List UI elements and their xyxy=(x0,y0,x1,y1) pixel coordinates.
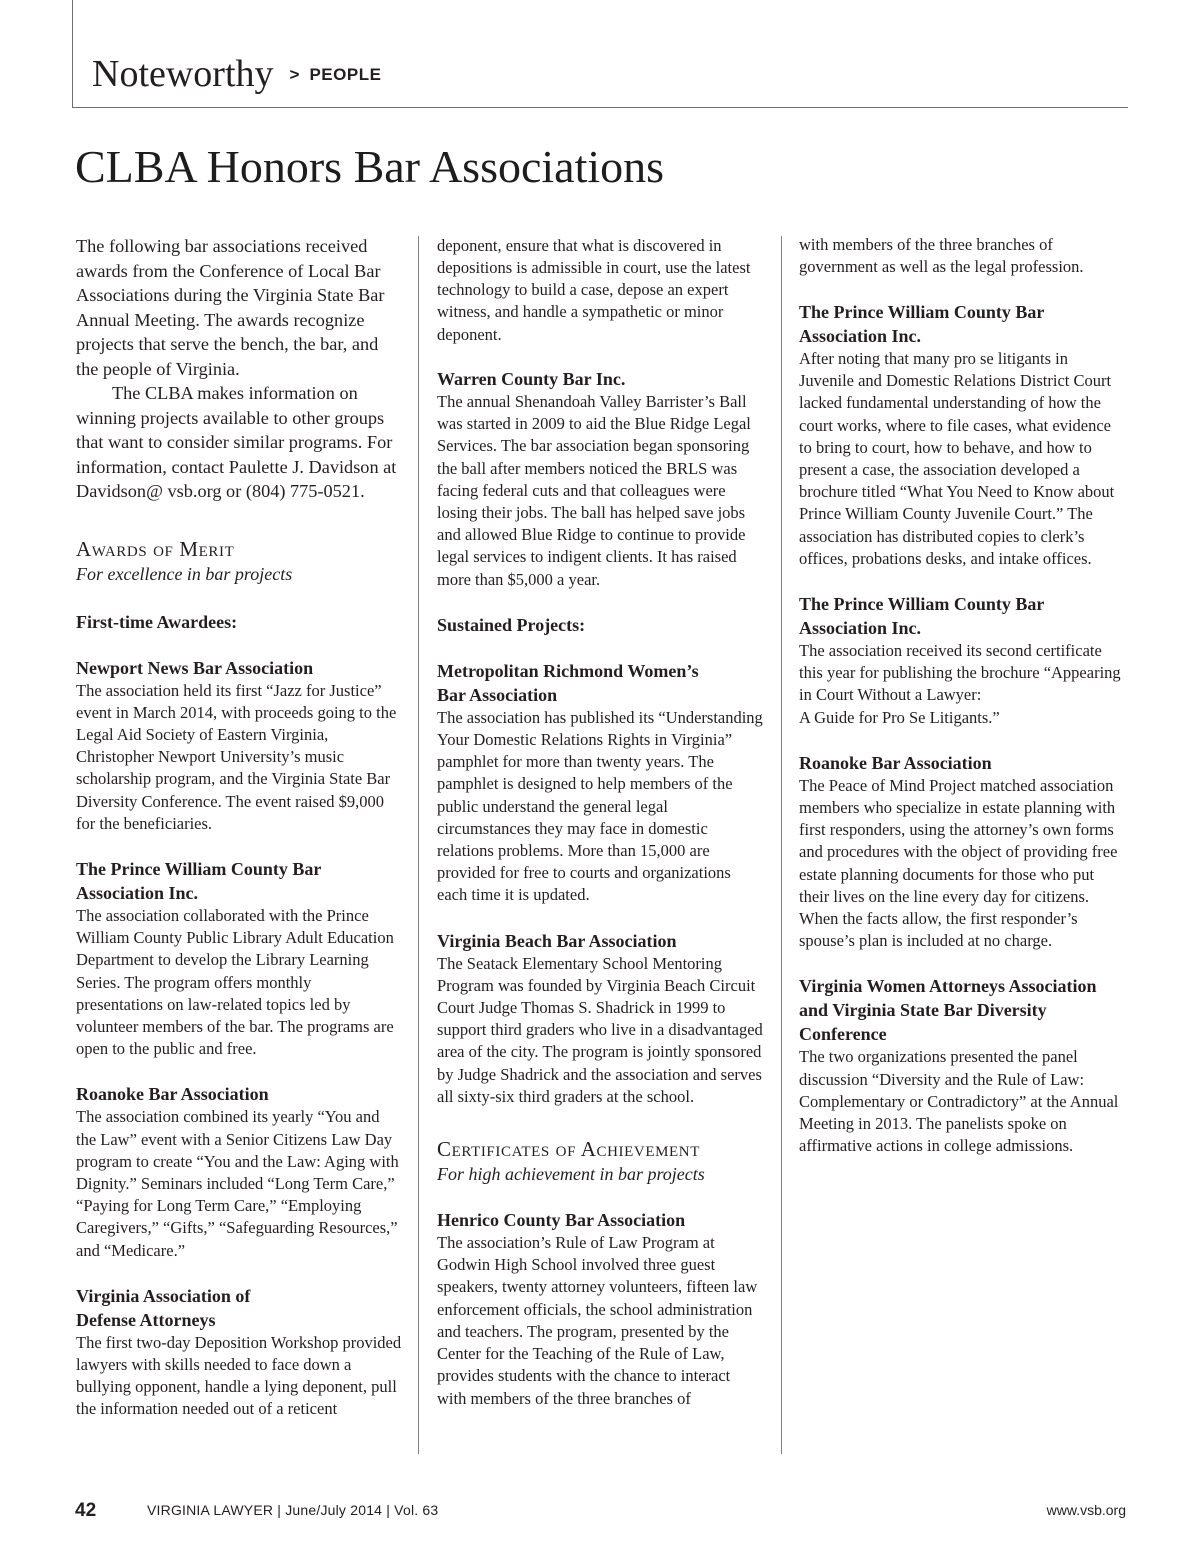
column-2 xyxy=(437,234,763,1409)
entry-title: Newport News Bar Association xyxy=(76,657,314,678)
entry-title: Virginia Association of Defense Attorneys xyxy=(76,1285,251,1330)
page-title: CLBA Honors Bar Associations xyxy=(75,141,665,192)
entry-text: The association has published its “Understanding Your Domestic Relations Rights in Virginia” pamphlet for more than twenty years. The pamphlet is designed to help members of the public understand the general legal circumstances they may face in domestic relations problems. More than 15,000 are provided for free to courts and organizations each time it is updated. xyxy=(437,707,763,905)
entry-text: The Peace of Mind Project matched association members who specialize in estate planning with first responders, using the attorney’s own forms and procedures with the object of providing free estate planning documents for those who put their lives on the line every day for citizens. When the facts allow, the first responder’s spouse’s plan is included at no charge. xyxy=(799,775,1118,951)
awards-of-merit-heading: Awards of Merit xyxy=(76,536,235,561)
entry-title: Warren County Bar Inc. xyxy=(437,369,626,389)
website-link[interactable]: www.vsb.org xyxy=(1046,1502,1126,1518)
column-1 xyxy=(76,234,402,1420)
entry-title: Metropolitan Richmond Women’s Bar Association xyxy=(437,660,699,705)
header-left-rule xyxy=(72,0,73,108)
section-name: Noteworthy xyxy=(92,53,274,95)
certificates-subheading: For high achievement in bar projects xyxy=(437,1164,705,1185)
entry-text: The annual Shenandoah Valley Barrister’s Ball was started in 2009 to aid the Blue Ridge Legal Services. The bar association began sponsoring the ball after members noticed the BRLS was facing federal cuts and that colleagues were losing their jobs. The ball has helped save jobs and allowed Blue Ridge to continue to provide legal services to indigent clients. It has raised more than $5,000 a year. xyxy=(437,392,751,589)
intro-paragraph: The following bar associations received awards from the Conference of Local Bar Associations during the Virginia State Bar Annual Meeting. The awards recognize projects that serve the bench, the bar, and the people of Virginia. xyxy=(76,236,385,379)
intro-paragraph: The CLBA makes information on winning projects available to other groups that want to consider similar programs. For information, contact Paulette J. Davidson at Davidson@ vsb.org or (804) 775-0521. xyxy=(76,383,397,501)
page-number: 42 xyxy=(75,1500,97,1521)
sustained-projects-label: Sustained Projects: xyxy=(437,614,586,635)
continued-text xyxy=(799,234,1125,278)
entry-text: The association’s Rule of Law Program at Godwin High School involved three guest speakers, twenty attorney volunteers, fifteen law enforcement officials, the school administration and teachers. The program, presented by the Center for the Teaching of the Rule of Law, provides students with the chance to interact with members of the three branches of xyxy=(437,1233,758,1408)
entry-title: Virginia Women Attorneys Association and Virginia State Bar Diversity Conference xyxy=(799,976,1097,1045)
column-divider xyxy=(781,236,782,1454)
entry-text: The Seatack Elementary School Mentoring Program was founded by Virginia Beach Circuit Court Judge Thomas S. Shadrick in 1999 to support third graders who live in a disadvantaged area of the city. The program is jointly sponsored by Judge Shadrick and the association and serves all sixty-six third graders at the school. xyxy=(437,953,763,1106)
header-top-rule xyxy=(72,107,1128,108)
continued-text xyxy=(437,234,763,345)
entry-title: Virginia Beach Bar Association xyxy=(437,930,677,951)
awards-of-merit-subheading: For excellence in bar projects xyxy=(76,563,293,584)
entry-text: The association held its first “Jazz for Justice” event in March 2014, with proceeds going to the Legal Aid Society of Eastern Virginia, Christopher Newport University’s music scholarship program, and the Virginia State Bar Diversity Conference. The event raised $9,000 for the beneficiaries. xyxy=(76,680,397,833)
column-divider xyxy=(418,236,419,1454)
first-time-awardees-label: First-time Awardees: xyxy=(76,611,238,632)
entry-text: The first two-day Deposition Workshop provided lawyers with skills needed to face down a bullying opponent, handle a lying deponent, pull the information needed out of a reticent xyxy=(76,1332,402,1419)
entry-text: The two organizations presented the panel discussion “Diversity and the Rule of Law: Complementary or Contradictory” at the Annual Meeting in 2013. The panelists spoke on affirmative actions in college admissions. xyxy=(799,1047,1119,1156)
certificates-heading: Certificates of Achievement xyxy=(437,1137,700,1162)
entry-text: The association combined its yearly “You and the Law” event with a Senior Citizens Law Day program to create “You and the Law: Aging with Dignity.” Seminars included “Long Term Care,” “Paying for Long Term Care,” “Employing Caregivers,” “Gifts,” “Safeguarding Resources,” and “Medicare.” xyxy=(76,1107,399,1260)
breadcrumb-separator: > xyxy=(289,65,300,84)
entry-text-continued: deponent, ensure that what is discovered in depositions is admissible in court, use the latest technology to build a case, depose an expert witness, and handle a sympathetic or minor deponent. xyxy=(437,235,751,344)
publication-info: VIRGINIA LAWYER | June/July 2014 | Vol. 63 xyxy=(147,1502,439,1518)
page-footer xyxy=(75,1500,1126,1522)
entry-text: A Guide for Pro Se Litigants.” xyxy=(799,707,1000,727)
entry-text: The association received its second certificate this year for publishing the brochure “Appearing in Court Without a Lawyer: xyxy=(799,641,1121,705)
entry-text: The association collaborated with the Prince William County Public Library Adult Education Department to develop the Library Learning Series. The program offers monthly presentations on law-related topics led by volunteer members of the bar. The programs are open to the public and free. xyxy=(76,905,394,1059)
section-header xyxy=(92,52,381,96)
entry-text-continued: with members of the three branches of government as well as the legal profession. xyxy=(799,234,1084,276)
entry-title: Roanoke Bar Association xyxy=(76,1084,269,1105)
entry-title: Henrico County Bar Association xyxy=(437,1210,686,1231)
entry-title: The Prince William County Bar Association Inc. xyxy=(799,302,1045,346)
entry-text: After noting that many pro se litigants in Juvenile and Domestic Relations District Court lacked fundamental understanding of how the court works, where to file cases, what evidence to bring to court, how to behave, and how to present a case, the association developed a brochure titled “What You Need to Know about Prince William County Juvenile Court.” The association has distributed copies to clerk’s offices, probations desks, and intake offices. xyxy=(799,349,1115,568)
entry-title: The Prince William County Bar Association Inc. xyxy=(76,858,322,903)
entry-title: Roanoke Bar Association xyxy=(799,752,992,773)
subsection-name: PEOPLE xyxy=(309,65,382,84)
column-3 xyxy=(799,234,1125,1157)
entry-title: The Prince William County Bar Association Inc. xyxy=(799,594,1045,639)
